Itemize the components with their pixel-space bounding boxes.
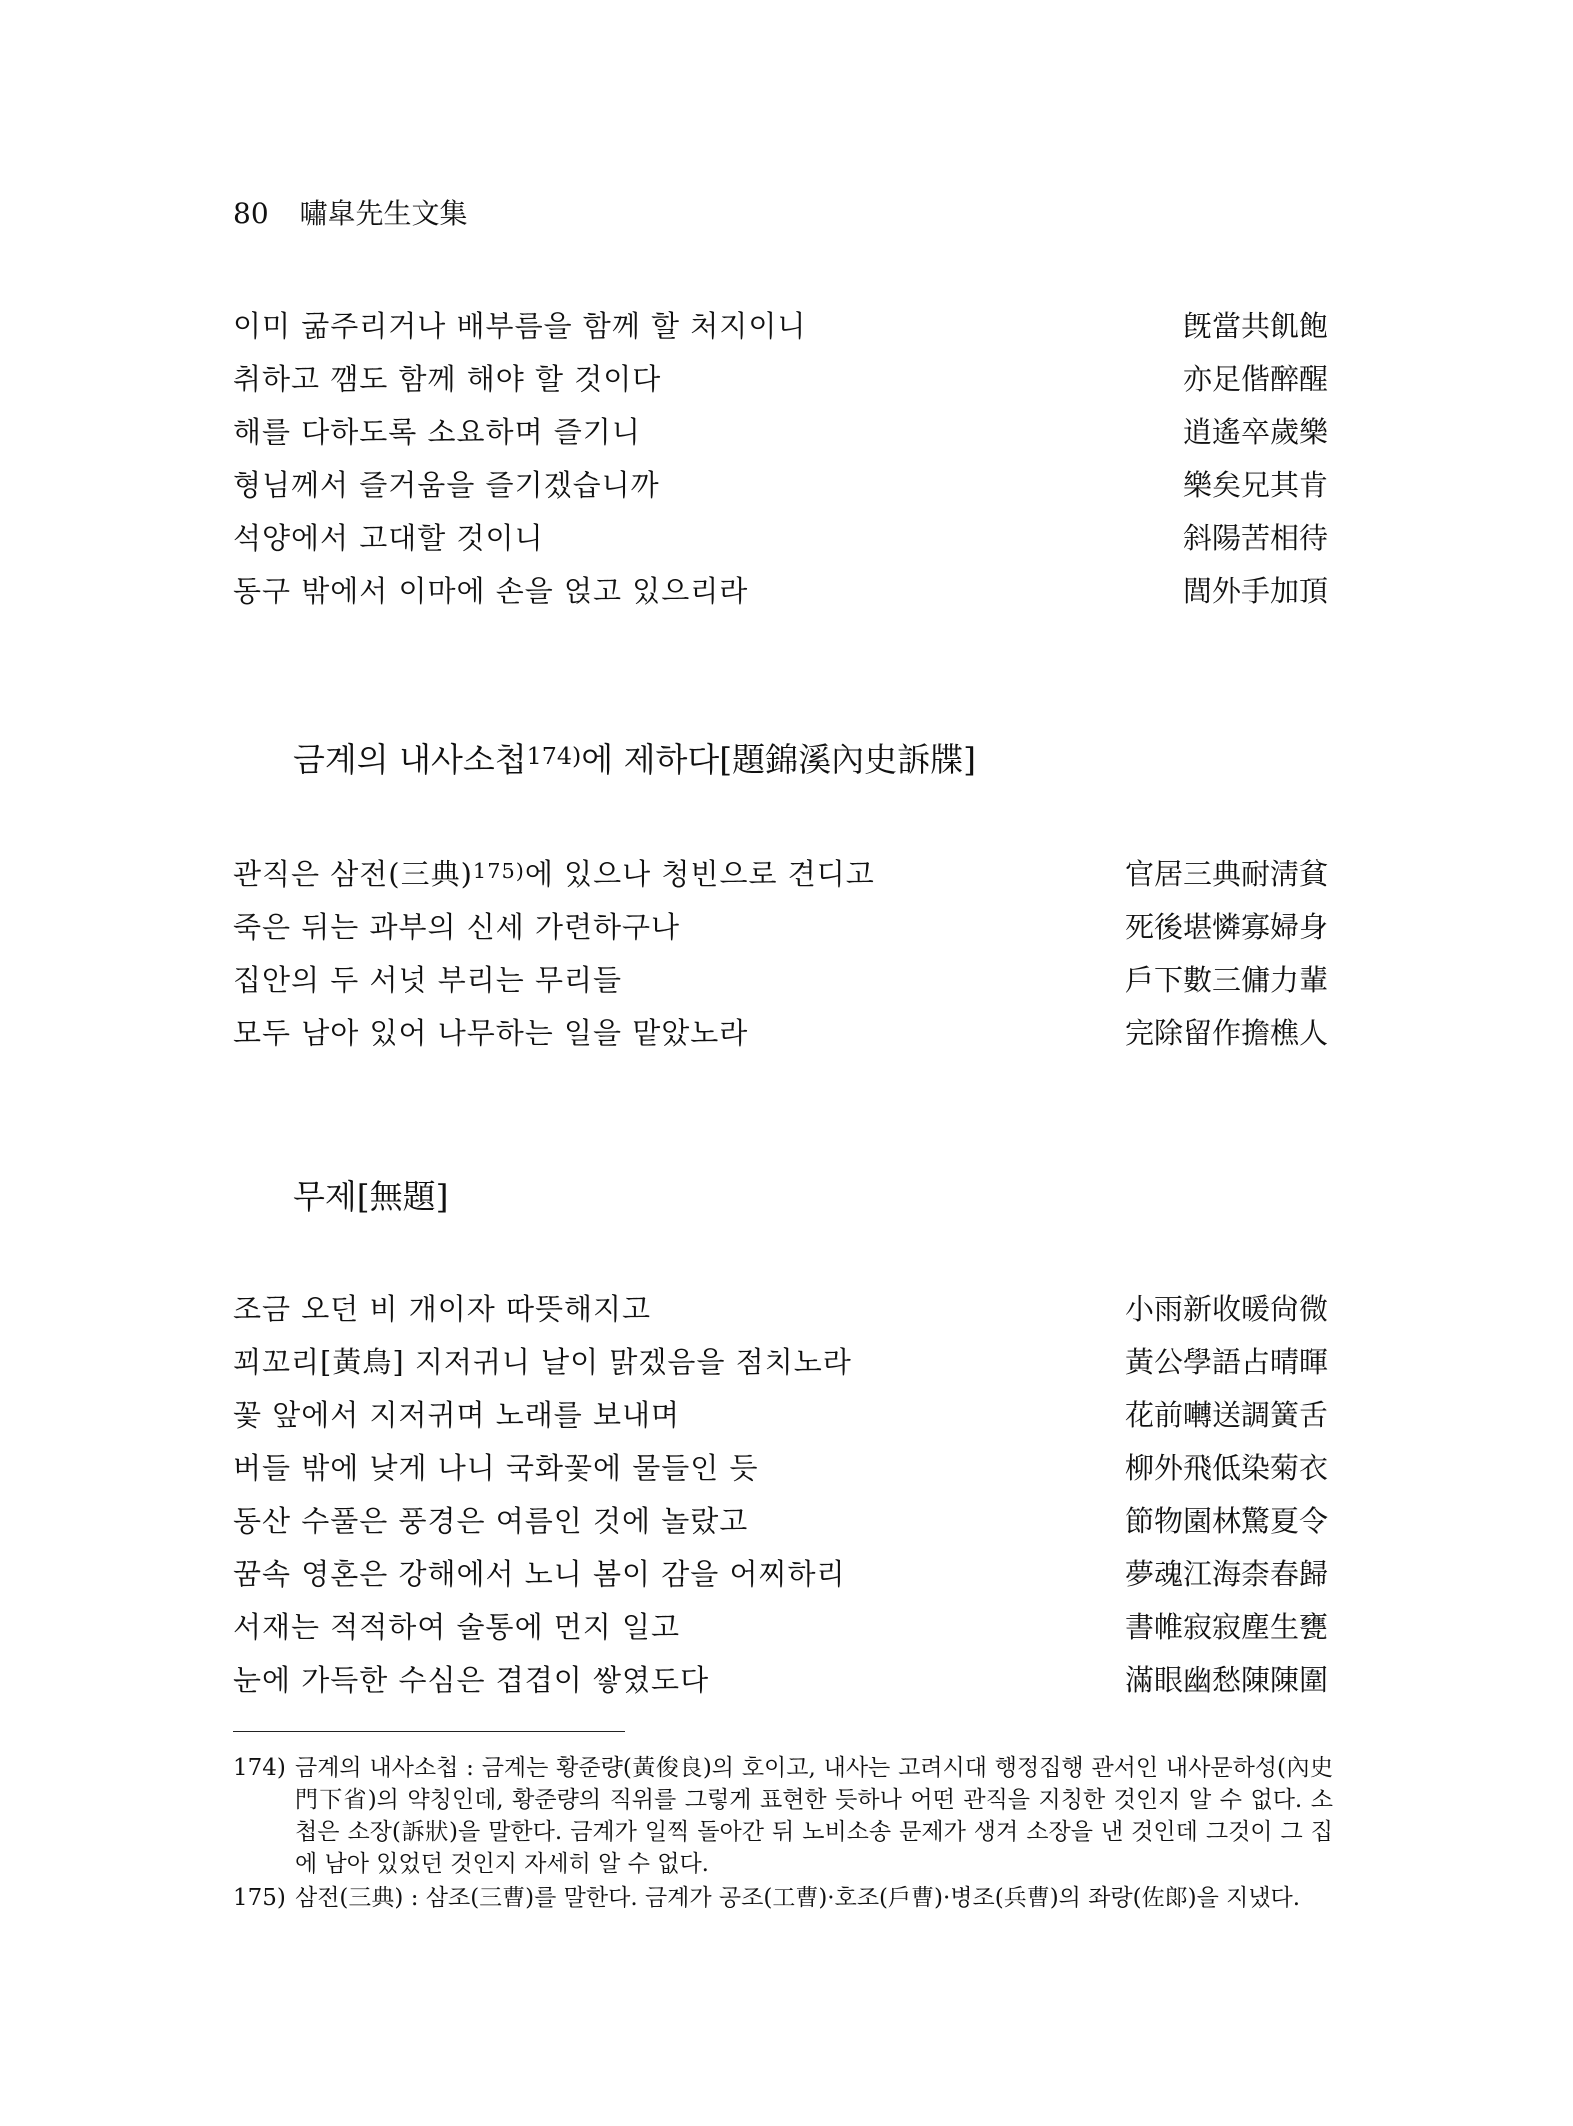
poem-line: [233, 1287, 1328, 1340]
poem-line: [233, 1340, 1328, 1393]
section-title-text: 에 제하다[題錦溪內史訴牒]: [581, 740, 977, 779]
poem-line: [233, 516, 1328, 569]
poem-continuation: [233, 304, 1328, 622]
hanja-verse: 滿眼幽愁陳陳圍: [1124, 1663, 1328, 1697]
hanja-verse: 黃公學語占晴暉: [1124, 1345, 1328, 1379]
poem-line: [233, 1658, 1328, 1711]
hanja-verse: 樂矣兄其肯: [1182, 468, 1328, 502]
korean-verse: 동산 수풀은 풍경은 여름인 것에 놀랐고: [233, 1504, 749, 1538]
korean-verse: 집안의 두 서넛 부리는 무리들: [233, 963, 623, 997]
poem-line: [233, 905, 1328, 958]
korean-verse: 이미 굶주리거나 배부름을 함께 할 처지이니: [233, 309, 807, 343]
poem-line: [233, 1552, 1328, 1605]
hanja-verse: 官居三典耐淸貧: [1124, 857, 1328, 891]
korean-verse: 동구 밖에서 이마에 손을 얹고 있으리라: [233, 574, 749, 608]
poem-line: [233, 1605, 1328, 1658]
poem-line: [233, 569, 1328, 622]
section-title: [293, 1171, 449, 1218]
korean-verse: 해를 다하도록 소요하며 즐기니: [233, 415, 641, 449]
korean-verse: 꾀꼬리[黃鳥] 지저귀니 날이 맑겠음을 점치노라: [233, 1345, 852, 1379]
hanja-verse: 花前囀送調簧舌: [1124, 1398, 1328, 1432]
hanja-verse: 夢魂江海柰春歸: [1124, 1557, 1328, 1591]
korean-verse: 모두 남아 있어 나무하는 일을 맡았노라: [233, 1016, 749, 1050]
poem-line: [233, 304, 1328, 357]
korean-verse: 꿈속 영혼은 강해에서 노니 봄이 감을 어찌하리: [233, 1557, 846, 1591]
hanja-verse: 逍遙卒歲樂: [1182, 415, 1328, 449]
poem-line: [233, 1499, 1328, 1552]
korean-verse: 눈에 가득한 수심은 겹겹이 쌓였도다: [233, 1663, 710, 1697]
hanja-verse: 書帷寂寂塵生甕: [1124, 1610, 1328, 1644]
section-title: [293, 734, 976, 781]
poem-line: [233, 852, 1328, 905]
poem-line: [233, 1393, 1328, 1446]
footnote-ref-174[interactable]: 174): [526, 741, 582, 770]
section-title-text: 금계의 내사소첩: [293, 740, 527, 779]
poem-section2: [233, 852, 1328, 1064]
hanja-verse: 亦足偕醉醒: [1182, 362, 1328, 396]
footnote-174: [233, 1752, 1333, 1880]
hanja-verse: 旣當共飢飽: [1182, 309, 1328, 343]
poem-line: [233, 357, 1328, 410]
korean-verse: 꽃 앞에서 지저귀며 노래를 보내며: [233, 1398, 681, 1432]
poem-line: [233, 958, 1328, 1011]
hanja-verse: 閭外手加頂: [1182, 574, 1328, 608]
hanja-verse: 節物園林驚夏令: [1124, 1504, 1328, 1538]
poem-line: [233, 1446, 1328, 1499]
hanja-verse: 死後堪憐寡婦身: [1124, 910, 1328, 944]
footnote-ref-175[interactable]: 175): [472, 858, 525, 883]
hanja-verse: 小雨新收暖尙微: [1124, 1292, 1328, 1326]
korean-verse: 형님께서 즐거움을 즐기겠습니까: [233, 468, 660, 502]
korean-verse: 서재는 적적하여 술통에 먼지 일고: [233, 1610, 681, 1644]
poem-line: [233, 1011, 1328, 1064]
footnote-divider: [233, 1731, 625, 1732]
korean-verse: [233, 852, 875, 893]
hanja-verse: 戶下數三傭力輩: [1124, 963, 1328, 997]
korean-verse: 버들 밖에 낮게 나니 국화꽃에 물들인 듯: [233, 1451, 759, 1485]
footnote-number: 174): [233, 1755, 286, 1781]
footnote-text: 금계의 내사소첩 : 금계는 황준량(黃俊良)의 호이고, 내사는 고려시대 행정집행 관서인 내사문하성(內史門下省)의 약칭인데, 황준량의 직위를 그렇게 표현한 듯하나 어떤 관직을 지칭한 것인지 알 수 없다. 소첩은 소장(訴狀)을 말한다. 금계가 일찍 돌아간 뒤 노비소송 문제가 생겨 소장을 낸 것인데 그것이 그 집에 남아 있었던 것인지 자세히 알 수 없다.: [295, 1755, 1333, 1877]
book-title: 嘯皐先生文集: [299, 197, 468, 230]
korean-verse: 조금 오던 비 개이자 따뜻해지고: [233, 1292, 652, 1326]
footnote-text: 삼전(三典) : 삼조(三曹)를 말한다. 금계가 공조(工曹)·호조(戶曹)·병조(兵曹)의 좌랑(佐郞)을 지냈다.: [295, 1885, 1301, 1911]
poem-section3: [233, 1287, 1328, 1711]
hanja-verse: 斜陽苦相待: [1182, 521, 1328, 555]
korean-verse: 취하고 깸도 함께 해야 할 것이다: [233, 362, 662, 396]
footnotes: [233, 1752, 1333, 1916]
poem-line: [233, 410, 1328, 463]
hanja-verse: 柳外飛低染菊衣: [1124, 1451, 1328, 1485]
korean-verse: 죽은 뒤는 과부의 신세 가련하구나: [233, 910, 681, 944]
korean-verse-part: 관직은 삼전(三典): [233, 857, 473, 891]
hanja-verse: 完除留作擔樵人: [1124, 1016, 1328, 1050]
korean-verse: 석양에서 고대할 것이니: [233, 521, 544, 555]
page-number: 80: [233, 197, 269, 230]
korean-verse-part: 에 있으나 청빈으로 견디고: [524, 857, 875, 891]
page-header: [233, 192, 468, 232]
section-title-text: 무제[無題]: [293, 1177, 449, 1216]
footnote-number: 175): [233, 1885, 286, 1911]
poem-line: [233, 463, 1328, 516]
footnote-175: [233, 1882, 1333, 1914]
